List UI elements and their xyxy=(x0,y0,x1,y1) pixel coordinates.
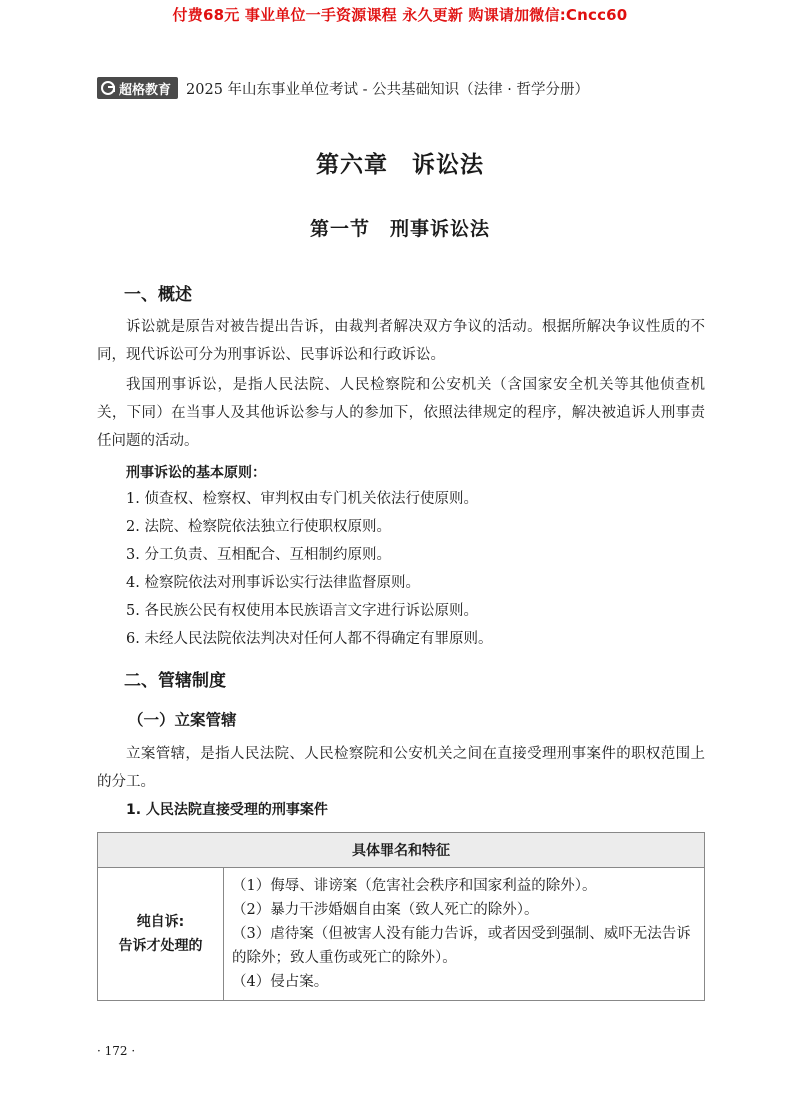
paragraph-case-filing: 立案管辖，是指人民法院、人民检察院和公安机关之间在直接受理刑事案件的职权范围上的分工。 xyxy=(97,746,705,790)
cases-cell xyxy=(224,868,705,1001)
logo-g-icon xyxy=(101,81,115,95)
heading-jurisdiction: 二、管辖制度 xyxy=(124,671,226,691)
running-header xyxy=(97,76,589,100)
page-number: · 172 · xyxy=(97,1044,136,1058)
logo-text: 超格教育 xyxy=(119,82,172,98)
category-line: 告诉才处理的 xyxy=(118,938,203,954)
case-item: （1）侮辱、诽谤案（危害社会秩序和国家利益的除外）。 xyxy=(232,878,597,894)
table-row xyxy=(98,868,705,1001)
principles-list xyxy=(126,485,492,653)
list-item: 4. 检察院依法对刑事诉讼实行法律监督原则。 xyxy=(126,575,420,591)
list-item: 6. 未经人民法院依法判决对任何人都不得确定有罪原则。 xyxy=(126,631,493,647)
heading-case-filing-jurisdiction: （一）立案管辖 xyxy=(128,710,237,729)
category-line: 纯自诉: xyxy=(136,914,185,930)
table-header: 具体罪名和特征 xyxy=(98,833,705,868)
publisher-logo xyxy=(97,77,178,99)
list-item: 3. 分工负责、互相配合、互相制约原则。 xyxy=(126,547,391,563)
cases-table xyxy=(97,832,705,1001)
list-item: 5. 各民族公民有权使用本民族语言文字进行诉讼原则。 xyxy=(126,603,478,619)
paragraph-litigation-definition: 诉讼就是原告对被告提出告诉，由裁判者解决双方争议的活动。根据所解决争议性质的不同，现代诉讼可分为刑事诉讼、民事诉讼和行政诉讼。 xyxy=(97,319,705,363)
principles-title: 刑事诉讼的基本原则： xyxy=(126,465,266,481)
category-cell xyxy=(98,868,224,1001)
chapter-title: 第六章 诉讼法 xyxy=(316,151,484,178)
book-title: 2025 年山东事业单位考试 - 公共基础知识（法律 · 哲学分册） xyxy=(186,81,589,98)
case-item: （4）侵占案。 xyxy=(232,974,329,990)
list-item: 1. 侦查权、检察权、审判权由专门机关依法行使原则。 xyxy=(126,491,478,507)
case-item: （2）暴力干涉婚姻自由案（致人死亡的除外）。 xyxy=(232,902,539,918)
list-item: 2. 法院、检察院依法独立行使职权原则。 xyxy=(126,519,391,535)
section-title: 第一节 刑事诉讼法 xyxy=(309,218,490,240)
case-item: （3）虐待案（但被害人没有能力告诉，或者因受到强制、威吓无法告诉的除外；致人重伤或死亡的除外）。 xyxy=(232,926,691,966)
subsection-court-cases: 1. 人民法院直接受理的刑事案件 xyxy=(126,802,328,818)
heading-overview: 一、概述 xyxy=(124,285,192,305)
paragraph-criminal-litigation: 我国刑事诉讼，是指人民法院、人民检察院和公安机关（含国家安全机关等其他侦查机关，下同）在当事人及其他诉讼参与人的参加下，依照法律规定的程序，解决被追诉人刑事责任问题的活动。 xyxy=(97,377,705,449)
promo-banner: 付费68元 事业单位一手资源课程 永久更新 购课请加微信:Cncc60 xyxy=(172,6,628,24)
